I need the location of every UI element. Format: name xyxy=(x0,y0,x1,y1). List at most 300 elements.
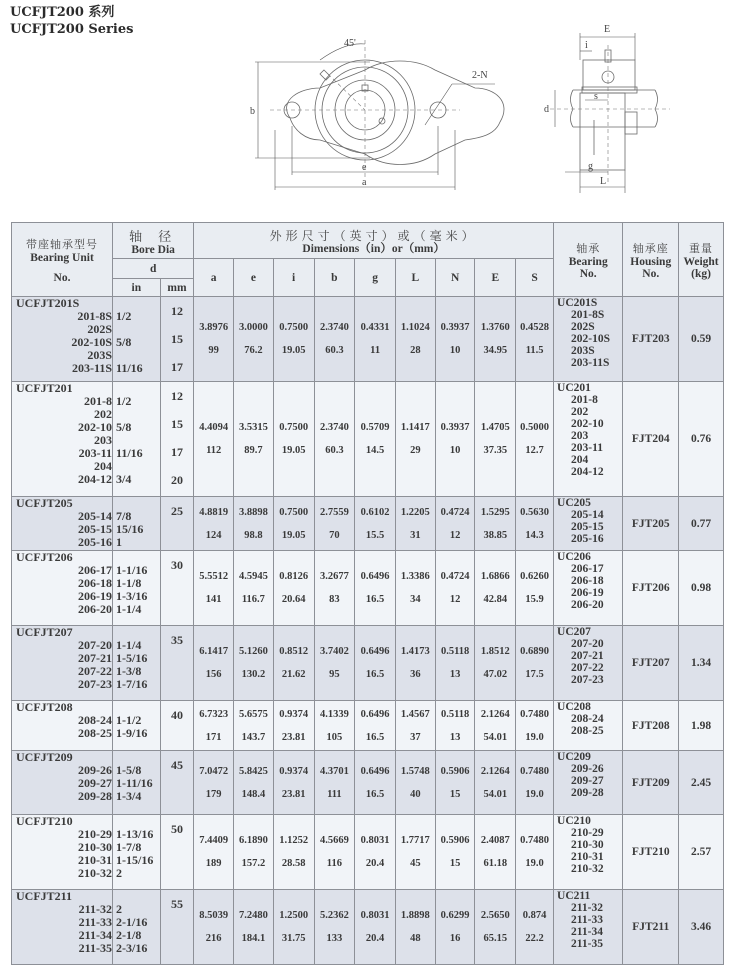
dim-cell-b xyxy=(314,551,355,626)
unit-header-en: Bearing Unit xyxy=(30,251,94,264)
bearing-model: UC201 xyxy=(557,382,591,394)
dim-cell-N xyxy=(435,551,475,626)
dim-mm-value: 143.7 xyxy=(241,731,266,743)
dim-inch-value: 2.7559 xyxy=(319,506,349,518)
dim-inch-value: 3.5315 xyxy=(238,422,268,433)
dim-inch-value: 1.5295 xyxy=(480,506,510,518)
bore-inch-value: 11/16 xyxy=(116,361,143,375)
unit-sub-model: 210-32 xyxy=(78,866,112,880)
unit-sub-model: 205-14 xyxy=(78,509,112,523)
dim-inch-value: 0.9374 xyxy=(279,708,309,720)
bore-mm-value: 15 xyxy=(170,417,183,431)
dim-cell-e xyxy=(234,815,274,890)
unit-model: UCFJT201 xyxy=(16,381,73,395)
col-unit-header xyxy=(12,223,113,297)
unit-no-cell xyxy=(12,382,113,497)
unit-sub-model: 210-29 xyxy=(78,827,112,841)
dim-inch-value: 2.3740 xyxy=(319,322,349,333)
dim-mm-value: 116 xyxy=(326,858,342,869)
dim-cell-L xyxy=(395,551,435,626)
bore-inch-value: 5/8 xyxy=(116,335,132,349)
bearing-sub-model: 203-11 xyxy=(571,442,603,454)
dim-mm-value: 54.01 xyxy=(483,788,508,800)
unit-sub-model: 202-10 xyxy=(78,420,112,434)
dim-inch-value: 0.8512 xyxy=(279,646,309,657)
weight-cell: 0.76 xyxy=(679,382,724,497)
bearing-sub-model: 202 xyxy=(571,406,589,418)
spec-table-body xyxy=(12,297,724,965)
bearing-header-no: No. xyxy=(579,267,597,280)
unit-model: UCFJT209 xyxy=(16,750,73,764)
dim-mm-value: 148.4 xyxy=(241,788,266,800)
bearing-sub-model: 209-26 xyxy=(571,763,604,775)
bearing-header-cn: 轴承 xyxy=(576,241,601,255)
dim-inch-value: 4.5669 xyxy=(319,835,349,846)
bearing-model: UC207 xyxy=(557,626,591,638)
housing-header-en: Housing xyxy=(630,255,672,268)
dim-inch-value: 0.7500 xyxy=(279,506,309,518)
unit-sub-model: 205-15 xyxy=(78,522,112,536)
dim-cell-E xyxy=(475,497,516,551)
dim-mm-value: 216 xyxy=(205,933,222,944)
dim-inch-value: 3.0000 xyxy=(238,322,268,333)
dim-cell-S xyxy=(516,701,554,751)
dim-mm-value: 34.95 xyxy=(483,345,508,356)
dim-mm-value: 48 xyxy=(410,933,421,944)
dim-g-label: g xyxy=(588,161,593,172)
unit-model: UCFJT207 xyxy=(16,625,73,639)
dim-inch-value: 1.1024 xyxy=(400,322,430,333)
bore-inch-value: 7/8 xyxy=(116,509,132,523)
dim-inch-value: 1.6866 xyxy=(480,571,510,582)
weight-header-cn: 重量 xyxy=(689,241,714,255)
bore-mm-cell xyxy=(160,497,194,551)
dim-inch-value: 0.5118 xyxy=(440,646,470,657)
dim-inch-value: 4.3701 xyxy=(319,765,349,777)
bearing-header-en: Bearing xyxy=(568,255,608,268)
dim-d-label: d xyxy=(544,104,549,115)
dim-mm-value: 17.5 xyxy=(525,669,544,680)
dim-cell-e xyxy=(234,497,274,551)
bearing-sub-model: 205-15 xyxy=(571,521,604,533)
dim-mm-value: 19.0 xyxy=(525,858,544,869)
dim-inch-value: 5.8425 xyxy=(238,765,268,777)
bearing-sub-model: 207-21 xyxy=(571,650,604,662)
dim-inch-value: 2.5650 xyxy=(480,910,510,921)
dim-inch-value: 0.6299 xyxy=(440,910,470,921)
unit-model: UCFJT210 xyxy=(16,814,73,828)
bearing-model: UC211 xyxy=(557,890,591,902)
bearing-no-cell xyxy=(554,890,623,965)
dim-cell-e xyxy=(234,297,274,382)
dim-mm-value: 12.7 xyxy=(525,445,544,456)
bore-mm-value: 12 xyxy=(170,389,183,403)
dim-mm-value: 15.9 xyxy=(525,594,544,605)
dim-inch-value: 1.4173 xyxy=(400,646,430,657)
bore-inch-value: 15/16 xyxy=(116,522,144,536)
unit-header-no: No. xyxy=(53,271,71,284)
bore-inch-value: 1-1/4 xyxy=(116,602,142,616)
dim-cell-S xyxy=(516,626,554,701)
dim-inch-value: 5.5512 xyxy=(199,571,229,582)
dims-header-en: Dimensions（in）or（mm） xyxy=(302,242,445,255)
dim-inch-value: 0.3937 xyxy=(440,322,470,333)
bearing-sub-model: 210-29 xyxy=(571,827,604,839)
bearing-no-cell xyxy=(554,382,623,497)
dim-inch-value: 6.1417 xyxy=(199,646,229,657)
bore-inch-cell xyxy=(113,382,161,497)
bearing-sub-model: 207-23 xyxy=(571,674,604,686)
side-view-drawing xyxy=(530,15,680,195)
dim-cell-e xyxy=(234,382,274,497)
dim-cell-L xyxy=(395,751,435,815)
dim-mm-value: 15 xyxy=(449,858,461,869)
col-b-header: b xyxy=(314,259,355,297)
bore-inch-value: 1-7/16 xyxy=(116,677,148,691)
bore-inch-value: 1-3/8 xyxy=(116,664,142,678)
table-row xyxy=(12,382,724,497)
dim-mm-value: 54.01 xyxy=(483,731,508,743)
dim-cell-S xyxy=(516,815,554,890)
dim-mm-value: 34 xyxy=(410,594,421,605)
dim-inch-value: 6.1890 xyxy=(238,835,268,846)
dim-inch-value: 1.2205 xyxy=(400,506,430,518)
dim-mm-value: 10 xyxy=(449,345,461,356)
dim-inch-value: 0.5630 xyxy=(520,506,550,518)
bore-inch-value: 1-3/4 xyxy=(116,789,142,803)
dim-inch-value: 0.6260 xyxy=(520,571,550,582)
dim-cell-E xyxy=(475,751,516,815)
dim-cell-N xyxy=(435,751,475,815)
dim-cell-N xyxy=(435,626,475,701)
dim-inch-value: 1.4567 xyxy=(400,708,430,720)
unit-no-cell xyxy=(12,890,113,965)
dim-cell-S xyxy=(516,297,554,382)
bore-inch-value: 2-3/16 xyxy=(116,941,148,955)
unit-no-cell xyxy=(12,626,113,701)
table-row xyxy=(12,626,724,701)
dim-mm-value: 19.05 xyxy=(281,445,306,456)
bearing-sub-model: 206-18 xyxy=(571,575,604,587)
dim-inch-value: 6.7323 xyxy=(199,708,229,720)
bearing-model: UC205 xyxy=(557,497,591,509)
bearing-sub-model: 205-16 xyxy=(571,533,604,545)
bore-inch-cell xyxy=(113,815,161,890)
dim-mm-value: 20.64 xyxy=(281,594,306,605)
dim-cell-e xyxy=(234,751,274,815)
dim-mm-value: 156 xyxy=(205,669,222,680)
angle-label: 45' xyxy=(344,38,356,49)
bearing-sub-model: 202-10S xyxy=(571,333,610,345)
dim-cell-i xyxy=(273,297,314,382)
dim-mm-value: 130.2 xyxy=(241,669,266,680)
table-row xyxy=(12,751,724,815)
dim-cell-E xyxy=(475,815,516,890)
bearing-no-cell xyxy=(554,626,623,701)
dim-cell-L xyxy=(395,297,435,382)
bore-inch-value: 2 xyxy=(116,902,122,916)
dim-cell-L xyxy=(395,701,435,751)
dim-mm-value: 15 xyxy=(449,788,461,800)
bearing-sub-model: 202S xyxy=(571,321,595,333)
weight-header-unit: (kg) xyxy=(691,267,711,280)
housing-no-cell: FJT203 xyxy=(623,297,679,382)
dim-mm-value: 124 xyxy=(205,529,222,541)
dim-mm-value: 45 xyxy=(410,858,421,869)
bearing-sub-model: 204-12 xyxy=(571,466,604,478)
bearing-model: UC208 xyxy=(557,701,591,713)
bore-mm-cell xyxy=(160,701,194,751)
dim-cell-i xyxy=(273,815,314,890)
dim-mm-value: 19.0 xyxy=(525,731,544,743)
dim-mm-value: 15.5 xyxy=(365,529,385,541)
dim-mm-value: 141 xyxy=(205,594,222,605)
bore-inch-cell xyxy=(113,626,161,701)
dim-mm-value: 99 xyxy=(208,345,219,356)
housing-no-cell: FJT211 xyxy=(623,890,679,965)
dim-inch-value: 0.874 xyxy=(522,910,547,921)
bore-inch-value: 1-1/16 xyxy=(116,563,148,577)
dim-mm-value: 89.7 xyxy=(244,445,263,456)
dim-mm-value: 22.2 xyxy=(525,933,544,944)
dim-inch-value: 0.6890 xyxy=(520,646,550,657)
front-view-drawing xyxy=(250,30,510,200)
bearing-no-cell xyxy=(554,297,623,382)
dim-cell-g xyxy=(355,701,396,751)
dim-cell-i xyxy=(273,497,314,551)
dim-mm-value: 10 xyxy=(449,445,461,456)
bearing-sub-model: 207-20 xyxy=(571,638,604,650)
dim-cell-a xyxy=(194,890,234,965)
weight-cell: 1.34 xyxy=(679,626,724,701)
dim-inch-value: 2.1264 xyxy=(480,765,510,777)
bearing-sub-model: 210-31 xyxy=(571,851,604,863)
unit-sub-model: 206-19 xyxy=(78,589,112,603)
col-dims-header xyxy=(194,223,554,259)
dim-cell-a xyxy=(194,551,234,626)
dim-mm-value: 38.85 xyxy=(483,529,508,541)
dim-inch-value: 1.1252 xyxy=(279,835,309,846)
dim-mm-value: 189 xyxy=(205,858,222,869)
dim-inch-value: 0.6102 xyxy=(360,506,390,518)
dim-inch-value: 3.7402 xyxy=(319,646,349,657)
unit-no-cell xyxy=(12,497,113,551)
dim-i-label: i xyxy=(585,40,588,51)
dim-mm-value: 13 xyxy=(449,669,461,680)
dim-cell-i xyxy=(273,701,314,751)
bore-inch-value: 1-1/4 xyxy=(116,638,142,652)
unit-sub-model: 209-26 xyxy=(78,763,112,777)
bearing-sub-model: 210-32 xyxy=(571,863,604,875)
col-i-header: i xyxy=(273,259,314,297)
dim-mm-value: 70 xyxy=(329,529,340,541)
dim-cell-b xyxy=(314,701,355,751)
dim-cell-E xyxy=(475,382,516,497)
col-N-header: N xyxy=(435,259,475,297)
dim-cell-g xyxy=(355,751,396,815)
dim-cell-i xyxy=(273,751,314,815)
dim-mm-value: 16.5 xyxy=(365,788,385,800)
bore-inch-value: 5/8 xyxy=(116,420,132,434)
dim-inch-value: 2.1264 xyxy=(480,708,510,720)
bore-inch-value: 1-1/2 xyxy=(116,713,142,727)
dim-inch-value: 0.5000 xyxy=(520,422,550,433)
dim-cell-S xyxy=(516,890,554,965)
bore-inch-cell xyxy=(113,497,161,551)
dim-cell-a xyxy=(194,626,234,701)
dim-cell-N xyxy=(435,297,475,382)
table-row xyxy=(12,701,724,751)
bore-mm-cell xyxy=(160,297,194,382)
bore-inch-value: 1-13/16 xyxy=(116,827,154,841)
dim-inch-value: 0.4724 xyxy=(440,571,470,582)
dim-inch-value: 0.5906 xyxy=(440,765,470,777)
dim-inch-value: 7.0472 xyxy=(199,765,229,777)
dim-cell-L xyxy=(395,382,435,497)
col-d-header: d xyxy=(113,259,194,279)
dim-cell-E xyxy=(475,701,516,751)
bore-mm-cell xyxy=(160,551,194,626)
unit-sub-model: 206-17 xyxy=(78,563,112,577)
bore-mm-value: 50 xyxy=(170,822,183,836)
dim-inch-value: 1.3386 xyxy=(400,571,430,582)
bore-inch-value: 1 xyxy=(116,535,122,549)
dim-cell-S xyxy=(516,382,554,497)
bore-mm-value: 17 xyxy=(170,445,183,459)
dim-L-label: L xyxy=(600,176,607,187)
dim-cell-E xyxy=(475,551,516,626)
housing-no-cell: FJT209 xyxy=(623,751,679,815)
bearing-sub-model: 211-33 xyxy=(571,914,603,926)
bore-mm-value: 55 xyxy=(170,897,183,911)
bore-inch-value xyxy=(116,890,160,903)
dim-inch-value: 1.7717 xyxy=(400,835,430,846)
dim-E-label: E xyxy=(604,24,611,35)
dim-inch-value: 1.5748 xyxy=(400,765,430,777)
col-bearing-header xyxy=(554,223,623,297)
dim-mm-value: 12 xyxy=(449,529,461,541)
dim-cell-a xyxy=(194,751,234,815)
dim-cell-L xyxy=(395,626,435,701)
dim-inch-value: 0.7480 xyxy=(520,835,550,846)
housing-no-cell: FJT204 xyxy=(623,382,679,497)
unit-no-cell xyxy=(12,297,113,382)
dim-cell-N xyxy=(435,815,475,890)
col-g-header: g xyxy=(355,259,396,297)
bearing-sub-model: 206-20 xyxy=(571,599,604,611)
unit-model: UCFJT206 xyxy=(16,550,73,564)
unit-sub-model: 201-8 xyxy=(84,394,112,408)
bearing-model: UC206 xyxy=(557,551,591,563)
dim-mm-value: 20.4 xyxy=(365,858,385,869)
unit-sub-model: 210-30 xyxy=(78,840,112,854)
bearing-sub-model: 202-10 xyxy=(571,418,604,430)
dim-cell-S xyxy=(516,551,554,626)
bearing-sub-model: 207-22 xyxy=(571,662,604,674)
dim-mm-value: 16.5 xyxy=(365,731,385,743)
col-a-header: a xyxy=(194,259,234,297)
dim-cell-e xyxy=(234,890,274,965)
bore-mm-cell xyxy=(160,626,194,701)
dim-inch-value: 3.8976 xyxy=(199,322,229,333)
col-housing-header xyxy=(623,223,679,297)
dim-mm-value: 11 xyxy=(370,345,381,356)
dim-inch-value: 0.6496 xyxy=(360,765,390,777)
spec-table xyxy=(11,222,724,965)
holes-label: 2-N xyxy=(472,70,488,81)
unit-no-cell xyxy=(12,551,113,626)
unit-sub-model: 203-11 xyxy=(78,446,112,460)
dim-mm-value: 23.81 xyxy=(281,788,306,800)
unit-header-cn: 带座轴承型号 xyxy=(26,237,98,251)
col-L-header: L xyxy=(395,259,435,297)
dim-inch-value: 2.4087 xyxy=(480,835,510,846)
dim-mm-value: 111 xyxy=(327,788,342,800)
dim-inch-value: 0.7480 xyxy=(520,765,550,777)
bearing-no-cell xyxy=(554,701,623,751)
weight-cell: 2.45 xyxy=(679,751,724,815)
dim-inch-value: 5.2362 xyxy=(319,910,349,921)
dim-mm-value: 42.84 xyxy=(483,594,508,605)
bore-inch-value: 11/16 xyxy=(116,446,143,460)
dim-cell-N xyxy=(435,890,475,965)
dim-cell-b xyxy=(314,626,355,701)
housing-header-no: No. xyxy=(642,267,660,280)
bearing-model: UC210 xyxy=(557,815,591,827)
dim-inch-value: 5.6575 xyxy=(238,708,268,720)
bore-inch-value: 2 xyxy=(116,866,122,880)
dim-cell-g xyxy=(355,297,396,382)
dim-mm-value: 184.1 xyxy=(241,933,266,944)
housing-no-cell: FJT210 xyxy=(623,815,679,890)
dim-inch-value: 1.8512 xyxy=(480,646,510,657)
bearing-sub-model: 203S xyxy=(571,345,595,357)
dim-cell-i xyxy=(273,626,314,701)
dim-inch-value: 1.8898 xyxy=(400,910,430,921)
weight-cell: 1.98 xyxy=(679,701,724,751)
dim-mm-value: 28 xyxy=(410,345,421,356)
unit-sub-model: 202-10S xyxy=(71,335,112,349)
unit-sub-model: 203S xyxy=(87,348,112,362)
dim-inch-value: 1.4705 xyxy=(480,422,510,433)
dim-mm-value: 16.5 xyxy=(365,669,385,680)
dim-mm-value: 28.58 xyxy=(281,858,306,869)
dim-mm-value: 83 xyxy=(329,594,340,605)
dim-inch-value: 1.2500 xyxy=(279,910,309,921)
unit-sub-model: 207-23 xyxy=(78,677,112,691)
dim-s-label: s xyxy=(594,91,598,102)
dim-inch-value: 0.3937 xyxy=(440,422,470,433)
bore-mm-value: 30 xyxy=(170,558,183,572)
weight-cell: 0.98 xyxy=(679,551,724,626)
bore-inch-cell xyxy=(113,551,161,626)
dim-inch-value: 3.2677 xyxy=(319,571,349,582)
bearing-sub-model: 208-25 xyxy=(571,725,604,737)
dim-cell-b xyxy=(314,297,355,382)
dim-cell-b xyxy=(314,751,355,815)
dim-mm-value: 98.8 xyxy=(244,529,263,541)
dim-inch-value: 0.4528 xyxy=(520,322,550,333)
dim-cell-g xyxy=(355,626,396,701)
unit-sub-model: 208-25 xyxy=(78,726,112,740)
bore-mm-cell xyxy=(160,815,194,890)
dim-cell-N xyxy=(435,497,475,551)
dim-cell-g xyxy=(355,890,396,965)
bore-mm-value: 12 xyxy=(170,304,183,318)
dim-mm-value: 14.3 xyxy=(525,529,544,541)
bore-inch-value: 1-11/16 xyxy=(116,776,153,790)
bore-inch-value: 1-7/8 xyxy=(116,840,142,854)
